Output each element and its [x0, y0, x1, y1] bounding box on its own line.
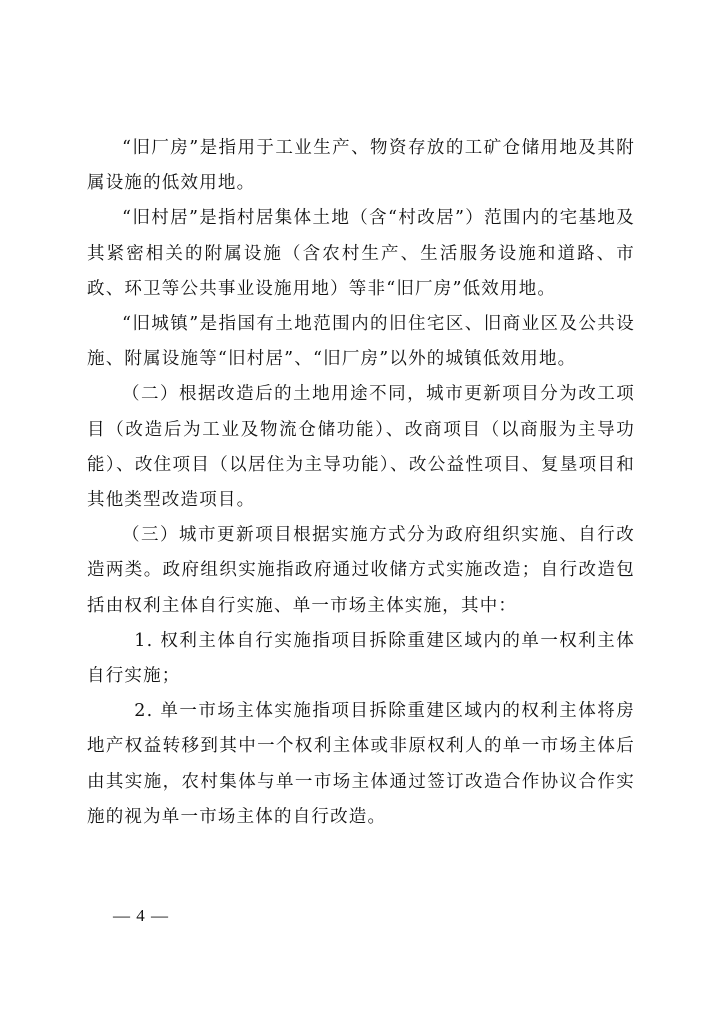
- paragraph-item-two: 2. 单一市场主体实施指项目拆除重建区域内的权利主体将房地产权益转移到其中一个权利主体或非原权利人的单一市场主体后由其实施，农村集体与单一市场主体通过签订改造合作协议合作实施的视为单一市场主体的自行改造。: [87, 701, 635, 827]
- paragraph-old-town-definition: “旧城镇”是指国有土地范围内的旧住宅区、旧商业区及公共设施、附属设施等“旧村居”、“旧厂房”以外的城镇低效用地。: [87, 314, 635, 370]
- paragraph-old-factory-definition: “旧厂房”是指用于工业生产、物资存放的工矿仓储用地及其附属设施的低效用地。: [87, 138, 635, 194]
- paragraph-item-one: 1. 权利主体自行实施指项目拆除重建区域内的单一权利主体自行实施；: [87, 630, 635, 687]
- document-body: [87, 131, 635, 835]
- page-number: — 4 —: [113, 906, 169, 925]
- paragraph-section-two: （二）根据改造后的土地用途不同，城市更新项目分为改工项目（改造后为工业及物流仓储功能）、改商项目（以商服为主导功能）、改住项目（以居住为主导功能）、改公益性项目、复垦项目和其他类型改造项目。: [87, 384, 635, 511]
- paragraph-section-three: （三）城市更新项目根据实施方式分为政府组织实施、自行改造两类。政府组织实施指政府通过收储方式实施改造；自行改造包括由权利主体自行实施、单一市场主体实施，其中：: [87, 525, 635, 616]
- paragraph-old-village-definition: “旧村居”是指村居集体土地（含“村改居”）范围内的宅基地及其紧密相关的附属设施（含农村生产、生活服务设施和道路、市政、环卫等公共事业设施用地）等非“旧厂房”低效用地。: [87, 208, 635, 299]
